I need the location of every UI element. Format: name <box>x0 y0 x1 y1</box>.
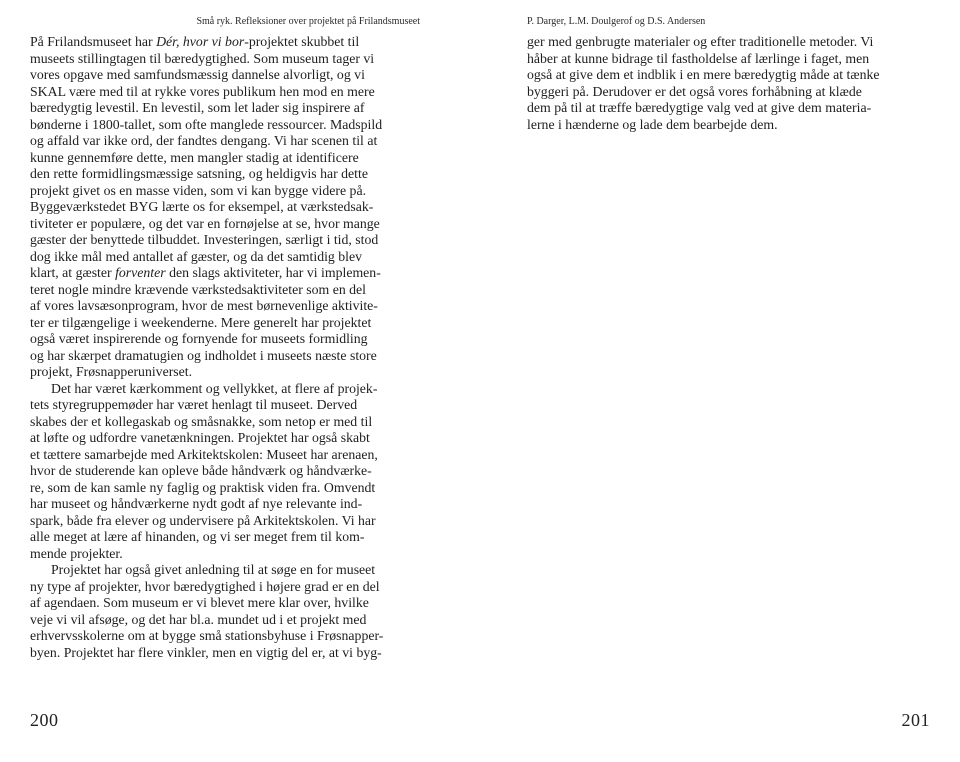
text-line <box>527 67 927 84</box>
text-segment: teret nogle mindre krævende værkstedsaktiviteter som en del <box>30 281 367 297</box>
text-line <box>527 34 927 51</box>
text-segment: Det har været kærkomment og vellykket, at flere af projek- <box>51 380 378 396</box>
text-line <box>527 84 927 101</box>
text-segment: veje vi vil afsøge, og det har bl.a. mundet ud i et projekt med <box>30 611 367 627</box>
text-line <box>30 645 425 662</box>
text-segment: projekt, Frøsnapperuniverset. <box>30 364 193 379</box>
italic-text: Dér, hvor vi bor <box>156 34 245 49</box>
text-line <box>30 348 425 365</box>
text-segment: gæster der benyttede tilbuddet. Investeringen, særligt i tid, stod <box>30 232 379 247</box>
text-line <box>30 282 425 299</box>
text-line <box>30 298 425 315</box>
text-line <box>30 84 425 101</box>
text-line <box>30 100 425 117</box>
text-segment: har museet og håndværkerne nydt godt af nye relevante ind- <box>30 496 363 511</box>
text-segment: klart, at gæster <box>30 265 116 280</box>
text-line <box>30 249 425 266</box>
text-line <box>30 51 425 68</box>
text-line <box>30 183 425 200</box>
text-segment: et tættere samarbejde med Arkitektskolen: Museet har arenaen, <box>30 446 378 462</box>
text-segment: den rette formidlingsmæssige satsning, og heldigvis har dette <box>30 166 368 181</box>
text-line <box>30 265 425 282</box>
left-page-body-text <box>30 34 425 661</box>
text-line <box>30 232 425 249</box>
text-segment: og affald var ikke ord, der fandtes dengang. Vi har scenen til at <box>30 133 378 148</box>
text-segment: af agendaen. Som museum er vi blevet mere klar over, hvilke <box>30 595 369 610</box>
text-segment: skabes der et kollegaskab og småsnakke, som netop er med til <box>30 413 373 429</box>
text-segment: mende projekter. <box>30 545 123 561</box>
text-line <box>30 430 425 447</box>
text-segment: bæredygtig levestil. En levestil, som let lader sig inspirere af <box>30 100 365 115</box>
text-line <box>30 447 425 464</box>
text-line <box>30 117 425 134</box>
right-page-body-text <box>527 34 927 133</box>
text-line <box>30 463 425 480</box>
text-segment: at løfte og udfordre vanetænkningen. Projektet har også skabt <box>30 430 370 445</box>
text-segment: re, som de kan samle ny faglig og praktisk viden fra. Omvendt <box>30 479 376 495</box>
text-segment: vores opgave med samfundsmæssig dannelse alvorligt, og vi <box>30 67 365 82</box>
page-number-right: 201 <box>901 710 930 730</box>
text-line <box>527 117 927 134</box>
running-head-right: P. Darger, L.M. Doulgerof og D.S. Andersen <box>527 16 706 27</box>
text-segment: byggeri på. Derudover er det også vores forhåbning at klæde <box>527 83 862 99</box>
text-line <box>30 612 425 629</box>
text-line <box>30 579 425 596</box>
text-segment: tets styregruppemøder har været henlagt til museet. Derved <box>30 397 358 412</box>
text-line <box>30 381 425 398</box>
text-line <box>30 216 425 233</box>
text-segment: kunne gennemføre dette, men mangler stadig at identificere <box>30 149 359 165</box>
text-line <box>30 34 425 51</box>
text-segment: ny type af projekter, hvor bæredygtighed i højere grad er en del <box>30 578 380 594</box>
text-line <box>30 364 425 381</box>
text-segment: den slags aktiviteter, har vi implemen- <box>165 265 381 280</box>
text-segment: og har skærpet dramatugien og indholdet i museets næste store <box>30 347 377 363</box>
text-segment: tiviteter er populære, og det var en fornøjelse at se, hvor mange <box>30 215 380 231</box>
text-segment: spark, både fra elever og undervisere på Arkitektskolen. Vi har <box>30 512 376 528</box>
text-line <box>527 100 927 117</box>
text-segment: også været inspirerende og fornyende for museets formidling <box>30 331 368 346</box>
text-line <box>527 51 927 68</box>
text-segment: Projektet har også givet anledning til at søge en for museet <box>51 562 376 577</box>
text-line <box>30 331 425 348</box>
text-line <box>30 133 425 150</box>
text-line <box>30 628 425 645</box>
text-line <box>30 199 425 216</box>
text-segment: af vores lavsæsonprogram, hvor de mest børnevenlige aktivite- <box>30 298 378 313</box>
text-segment: bønderne i 1800-tallet, som ofte manglede ressourcer. Madspild <box>30 116 383 132</box>
text-line <box>30 496 425 513</box>
text-line <box>30 397 425 414</box>
text-segment: ger med genbrugte materialer og efter traditionelle metoder. Vi <box>527 34 874 49</box>
text-segment: håber at kunne bidrage til fastholdelse af lærlinge i faget, men <box>527 50 870 66</box>
text-segment: dog ikke mål med antallet af gæster, og da det samtidig blev <box>30 248 363 264</box>
text-segment: museets stillingtagen til bæredygtighed. Som museum tager vi <box>30 50 375 66</box>
text-line <box>30 513 425 530</box>
text-segment: alle meget at lære af hinanden, og vi ser meget frem til kom- <box>30 529 365 544</box>
text-line <box>30 67 425 84</box>
text-segment: SKAL være med til at rykke vores publikum hen mod en mere <box>30 83 375 99</box>
text-segment: På Frilandsmuseet har <box>30 34 157 49</box>
text-line <box>30 315 425 332</box>
text-segment: ter er tilgængelige i weekenderne. Mere generelt har projektet <box>30 314 372 330</box>
text-segment: Byggeværkstedet BYG lærte os for eksempel, at værkstedsak- <box>30 199 374 214</box>
page-number-left: 200 <box>30 710 59 730</box>
text-line <box>30 595 425 612</box>
text-segment: -projektet skubbet til <box>244 34 360 49</box>
text-segment: erhvervsskolerne om at bygge små stationsbyhuse i Frøsnapper- <box>30 628 384 643</box>
italic-text: forventer <box>115 265 166 280</box>
text-segment: også at give dem et indblik i en mere bæredygtig måde at tænke <box>527 67 880 82</box>
text-segment: dem på til at træffe bæredygtige valg ved at give dem materia- <box>527 100 872 115</box>
text-line <box>30 150 425 167</box>
text-line <box>30 414 425 431</box>
text-segment: hvor de studerende kan opleve både håndværk og håndværke- <box>30 463 372 478</box>
text-line <box>30 480 425 497</box>
text-segment: projekt givet os en masse viden, som vi kan bygge videre på. <box>30 182 367 198</box>
running-head-left: Små ryk. Refleksioner over projektet på Frilandsmuseet <box>196 16 420 27</box>
text-line <box>30 562 425 579</box>
text-line <box>30 529 425 546</box>
text-line <box>30 166 425 183</box>
text-segment: byen. Projektet har flere vinkler, men en vigtig del er, at vi byg- <box>30 644 382 660</box>
text-segment: lerne i hænderne og lade dem bearbejde dem. <box>527 116 778 132</box>
text-line <box>30 546 425 563</box>
